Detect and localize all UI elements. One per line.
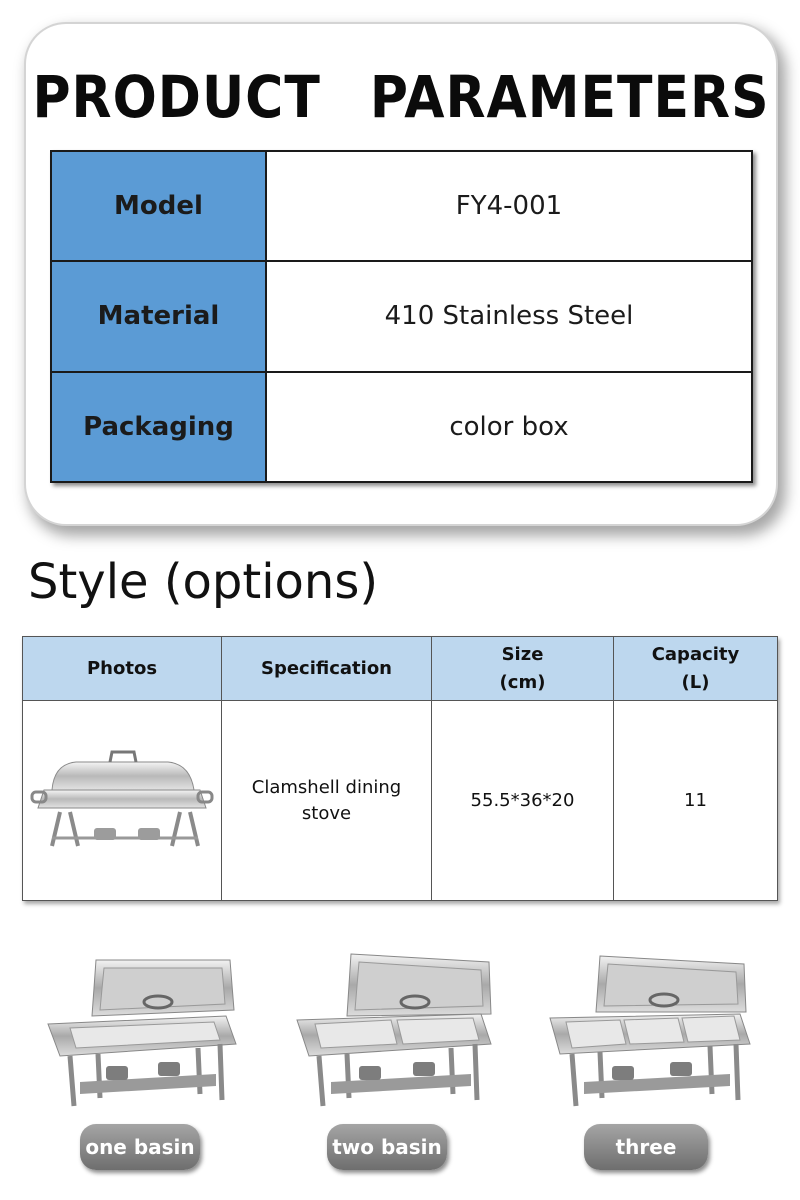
variant-one-basin bbox=[30, 940, 260, 1180]
specification-cell bbox=[222, 701, 432, 901]
variant-three-basin bbox=[540, 940, 770, 1200]
specification-value: Clamshell dining stove bbox=[251, 776, 402, 824]
capacity-value: 11 bbox=[614, 701, 778, 901]
chafing-dish-two-basin-icon bbox=[285, 940, 505, 1120]
variant-label-one-basin: one basin bbox=[80, 1124, 200, 1170]
column-header-specification: Specification bbox=[222, 637, 432, 701]
table-row bbox=[23, 701, 778, 901]
param-value-model: FY4-001 bbox=[266, 151, 752, 261]
column-header-capacity-line2: (L) bbox=[681, 671, 710, 693]
product-parameters-table bbox=[50, 150, 753, 483]
variant-two-basin bbox=[285, 940, 515, 1180]
product-photo-cell bbox=[23, 701, 222, 901]
size-value: 55.5*36*20 bbox=[432, 701, 614, 901]
column-header-photos: Photos bbox=[23, 637, 222, 701]
column-header-capacity-line1: Capacity bbox=[651, 643, 740, 665]
style-options-heading: Style (options) bbox=[28, 554, 379, 610]
variant-label-two-basin: two basin bbox=[327, 1124, 447, 1170]
column-header-capacity bbox=[614, 637, 778, 701]
param-value-material: 410 Stainless Steel bbox=[266, 261, 752, 371]
chafing-dish-one-basin-icon bbox=[30, 940, 250, 1120]
chafing-dish-three-basin-icon bbox=[540, 940, 760, 1120]
param-label-material: Material bbox=[51, 261, 266, 371]
param-value-packaging: color box bbox=[266, 372, 752, 482]
param-label-model: Model bbox=[51, 151, 266, 261]
product-parameters-card bbox=[26, 24, 776, 524]
product-parameters-title: PRODUCT PARAMETERS bbox=[32, 64, 770, 132]
param-row-material bbox=[51, 261, 752, 371]
column-header-size bbox=[432, 637, 614, 701]
style-options-table bbox=[22, 636, 778, 901]
style-table-header bbox=[23, 637, 778, 701]
param-row-model bbox=[51, 151, 752, 261]
column-header-size-line2: (cm) bbox=[499, 671, 546, 693]
param-row-packaging bbox=[51, 372, 752, 482]
closed-chafing-dish-icon bbox=[30, 742, 214, 852]
variant-label-three-basin: three basin bbox=[584, 1124, 708, 1170]
column-header-size-line1: Size bbox=[501, 643, 544, 665]
param-label-packaging: Packaging bbox=[51, 372, 266, 482]
